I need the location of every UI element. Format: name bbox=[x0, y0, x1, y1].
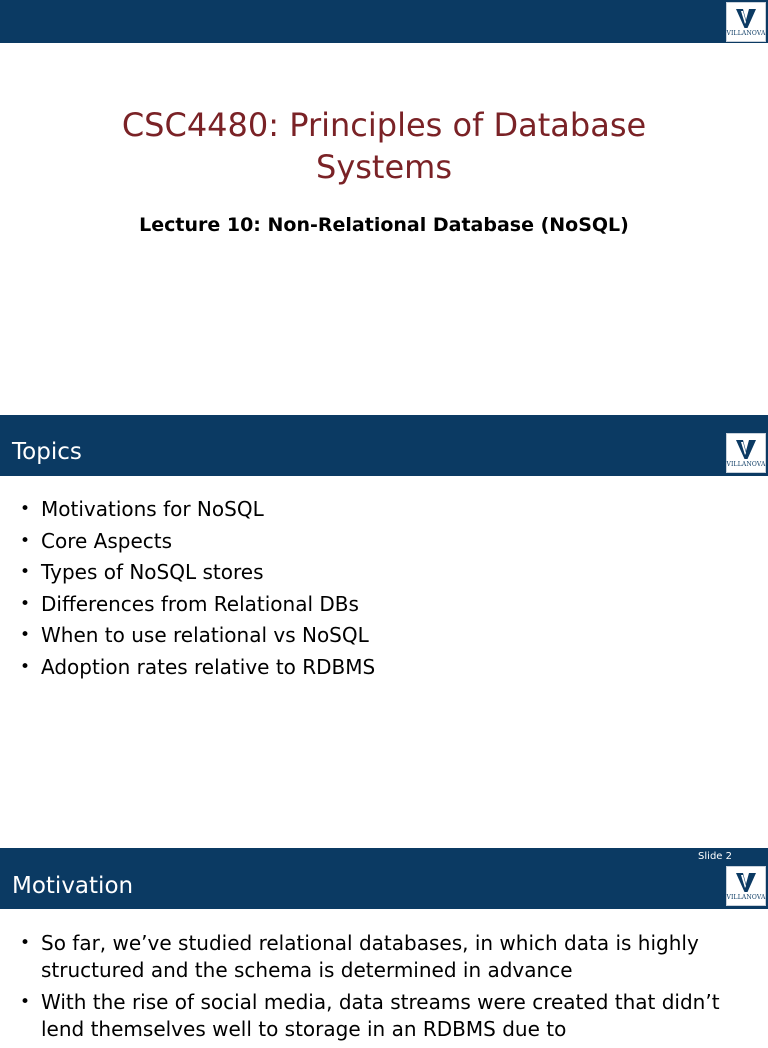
slide-title: Motivation bbox=[12, 873, 134, 899]
bullet-icon: • bbox=[20, 656, 31, 677]
slide3-header-bar bbox=[0, 848, 768, 909]
list-item: • When to use relational vs NoSQL bbox=[18, 620, 375, 652]
bullet-icon: • bbox=[20, 992, 31, 1012]
lecture-subtitle: Lecture 10: Non-Relational Database (NoSQL) bbox=[139, 214, 629, 236]
list-item: • Motivations for NoSQL bbox=[18, 494, 375, 526]
bullet-icon: • bbox=[20, 499, 31, 519]
list-item: • Adoption rates relative to RDBMS bbox=[18, 652, 375, 684]
bullet-icon: • bbox=[20, 530, 31, 551]
list-item: • Types of NoSQL stores bbox=[18, 557, 375, 589]
motivation-list bbox=[18, 930, 738, 1048]
topics-list bbox=[18, 494, 375, 684]
logo-wordmark: VILLANOVA bbox=[726, 894, 766, 901]
bullet-icon: • bbox=[20, 562, 31, 583]
bullet-icon: • bbox=[20, 933, 31, 953]
list-item: • Differences from Relational DBs bbox=[18, 589, 375, 621]
slide2-header-bar bbox=[0, 415, 768, 476]
list-item: • So far, we’ve studied relational databases, in which data is highly structured and the schema is determined in advance bbox=[20, 931, 699, 982]
list-item: • Core Aspects bbox=[18, 526, 375, 558]
villanova-logo bbox=[726, 866, 766, 906]
villanova-v-icon bbox=[735, 7, 757, 29]
slide-title: Topics bbox=[12, 439, 82, 465]
list-item: • With the rise of social media, data streams were created that didn’t lend themselves well to storage in an RDBMS due to bbox=[20, 990, 720, 1041]
logo-wordmark: VILLANOVA bbox=[726, 461, 766, 468]
villanova-v-icon bbox=[735, 871, 757, 893]
villanova-logo bbox=[726, 433, 766, 473]
bullet-icon: • bbox=[20, 593, 31, 614]
slide-title bbox=[0, 104, 768, 188]
title-line-1: CSC4480: Principles of Database bbox=[121, 106, 647, 144]
bullet-icon: • bbox=[20, 625, 31, 646]
villanova-v-icon bbox=[735, 438, 757, 460]
slide1-header-bar bbox=[0, 0, 768, 43]
title-line-2: Systems bbox=[316, 148, 452, 186]
logo-wordmark: VILLANOVA bbox=[726, 30, 766, 37]
slide-number: Slide 2 bbox=[698, 851, 732, 862]
villanova-logo bbox=[726, 2, 766, 42]
